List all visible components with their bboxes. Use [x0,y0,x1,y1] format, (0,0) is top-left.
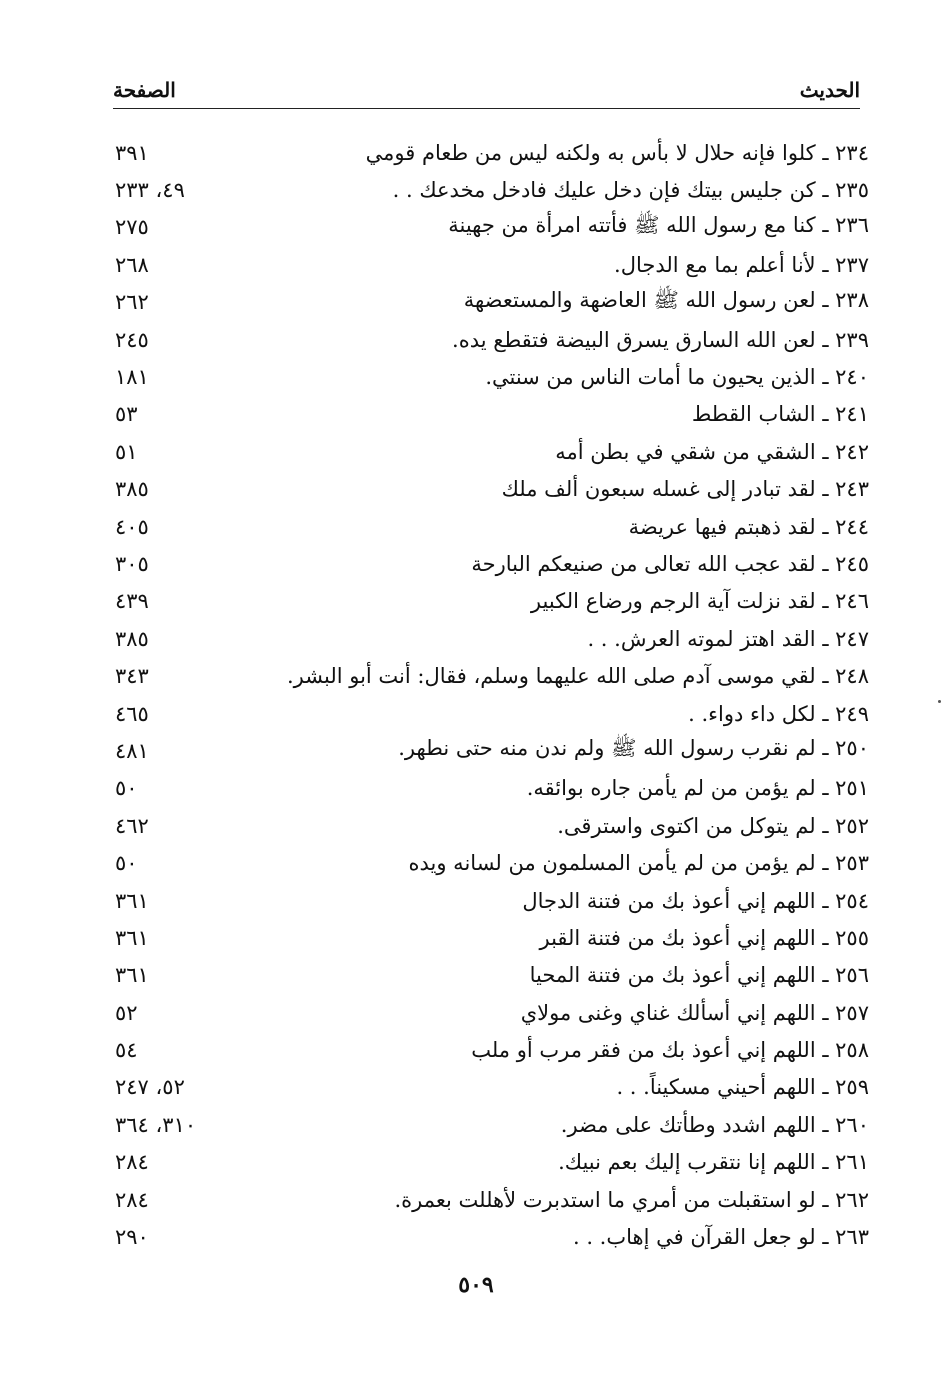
entry-page-refs: ٥٢، ٢٤٧ [115,1075,185,1100]
entry-page-refs: ٤٣٩ [115,589,149,614]
entry-hadith-text: ٢٥٩ ـ اللهم أحيني مسكيناً. . . [616,1075,869,1100]
entry-hadith-text: ٢٥٣ ـ لم يؤمن من لم يأمن المسلمون من لسانه ويده [408,851,869,876]
index-entry [113,1031,869,1068]
index-entry [113,508,869,545]
entry-hadith-text: ٢٤٦ ـ لقد نزلت آية الرجم ورضاع الكبير [530,589,869,614]
entry-page-refs: ٥٢ [115,1000,138,1025]
entry-hadith-text: ٢٥٢ ـ لم يتوكل من اكتوى واسترقى. [557,813,869,838]
entry-hadith-text: ٢٥٥ ـ اللهم إني أعوذ بك من فتنة القبر [539,925,869,950]
entry-page-refs: ٤٠٥ [115,514,149,539]
entry-hadith-text: ٢٤٨ ـ لقي موسى آدم صلى الله عليهما وسلم، فقال: أنت أبو البشر. [286,664,869,689]
entry-hadith-text: ٢٤٥ ـ لقد عجب الله تعالى من صنيعكم البارحة [471,551,869,576]
entry-hadith-text: ٢٥٧ ـ اللهم إني أسألك غناي وغنى مولاي [520,1000,869,1025]
index-entry [113,358,869,395]
entry-page-refs: ٣٦١ [115,888,149,913]
index-entry [113,695,869,732]
entry-page-refs: ٢٨٤ [115,1187,149,1212]
entry-page-refs: ٣٨٥ [115,477,149,502]
entry-hadith-text: ٢٥٨ ـ اللهم إني أعوذ بك من فقر مرب أو ملب [471,1038,869,1063]
entry-hadith-text: ٢٤٣ ـ لقد تبادر إلى غسله سبعون ألف ملك [501,477,869,502]
page-column-heading: الصفحة [113,78,176,102]
entry-page-refs: ٤٦٥ [115,701,149,726]
entry-page-refs: ٣٠٥ [115,551,149,576]
entry-hadith-text: ٢٤٧ ـ القد اهتز لموته العرش. . . [587,626,869,651]
entry-page-refs: ٥١ [115,439,138,464]
entry-page-refs: ٣٨٥ [115,626,149,651]
index-entry [113,246,869,283]
entry-hadith-text: ٢٣٩ ـ لعن الله السارق يسرق البيضة فتقطع يده. [452,327,869,352]
entry-page-refs: ٢٤٥ [115,327,149,352]
index-entry [113,657,869,694]
index-entry [113,807,869,844]
entry-hadith-text: ٢٣٨ ـ لعن رسول الله ﷺ العاضهة والمستعضهة [463,287,869,312]
index-entry [113,1218,869,1255]
index-entry [113,583,869,620]
entry-hadith-text: ٢٦٠ ـ اللهم اشدد وطأتك على مضر. [560,1112,869,1137]
index-entry [113,134,869,171]
entry-page-refs: ٢٦٨ [115,252,149,277]
page-number: ٥٠٩ [458,1272,494,1298]
entry-hadith-text: ٢٥٦ ـ اللهم إني أعوذ بك من فتنة المحيا [529,963,869,988]
entry-hadith-text: ٢٣٦ ـ كنا مع رسول الله ﷺ فأتته امرأة من جهينة [448,212,869,237]
entry-page-refs: ٢٦٢ [115,290,149,315]
index-entry [113,732,869,769]
index-entry [113,545,869,582]
entry-page-refs: ٥٠ [115,776,138,801]
entry-hadith-text: ٢٤٠ ـ الذين يحيون ما أمات الناس من سنتي. [485,365,869,390]
index-entry [113,1144,869,1181]
entry-hadith-text: ٢٤٤ ـ لقد ذهبتم فيها عريضة [628,514,869,539]
entry-page-refs: ٣٦١ [115,925,149,950]
scan-speck [938,700,941,703]
index-entry [113,396,869,433]
entry-page-refs: ٣٩١ [115,140,149,165]
hadith-index-list [113,134,869,1256]
entry-hadith-text: ٢٦٣ ـ لو جعل القرآن في إهاب. . . [572,1225,869,1250]
entry-hadith-text: ٢٤٢ ـ الشقي من شقي في بطن أمه [555,439,869,464]
entry-page-refs: ٥٣ [115,402,138,427]
index-entry [113,994,869,1031]
entry-hadith-text: ٢٣٤ ـ كلوا فإنه حلال لا بأس به ولكنه ليس من طعام قومي [365,140,869,165]
entry-hadith-text: ٢٣٧ ـ لأنا أعلم بما مع الدجال. [614,252,869,277]
index-entry [113,770,869,807]
entry-hadith-text: ٢٤٩ ـ لكل داء دواء. . [688,701,869,726]
index-entry [113,1106,869,1143]
entry-page-refs: ٢٩٠ [115,1225,149,1250]
entry-page-refs: ٤٦٢ [115,813,149,838]
entry-hadith-text: ٢٣٥ ـ كن جليس بيتك فإن دخل عليك فادخل مخدعك . . [392,178,869,203]
entry-page-refs: ٤٨١ [115,738,149,763]
entry-hadith-text: ٢٥٤ ـ اللهم إني أعوذ بك من فتنة الدجال [522,888,869,913]
index-entry [113,919,869,956]
entry-hadith-text: ٢٤١ ـ الشاب القطط [691,402,869,427]
index-entry [113,620,869,657]
entry-hadith-text: ٢٥٠ ـ لم نقرب رسول الله ﷺ ولم ندن منه حتى نطهر. [398,736,869,761]
entry-page-refs: ١٨١ [115,365,149,390]
index-entry [113,471,869,508]
entry-page-refs: ٣٤٣ [115,664,149,689]
entry-page-refs: ٤٩، ٢٣٣ [115,178,185,203]
entry-page-refs: ٣٦١ [115,963,149,988]
entry-page-refs: ٣١٠، ٣٦٤ [115,1112,197,1137]
index-entry [113,284,869,321]
index-entry [113,171,869,208]
index-entry [113,209,869,246]
entry-page-refs: ٥٠ [115,851,138,876]
hadith-column-heading: الحديث [799,78,860,102]
index-entry [113,844,869,881]
entry-page-refs: ٢٨٤ [115,1150,149,1175]
index-entry [113,882,869,919]
entry-page-refs: ٥٤ [115,1038,138,1063]
index-entry [113,321,869,358]
index-entry [113,957,869,994]
entry-page-refs: ٢٧٥ [115,215,149,240]
index-entry [113,1069,869,1106]
entry-hadith-text: ٢٦٢ ـ لو استقبلت من أمري ما استدبرت لأهللت بعمرة. [394,1187,869,1212]
entry-hadith-text: ٢٦١ ـ اللهم إنا نتقرب إليك بعم نبيك. [558,1150,869,1175]
entry-hadith-text: ٢٥١ ـ لم يؤمن من لم يأمن جاره بوائقه. [526,776,869,801]
index-entry [113,433,869,470]
index-header [113,72,860,109]
index-entry [113,1181,869,1218]
